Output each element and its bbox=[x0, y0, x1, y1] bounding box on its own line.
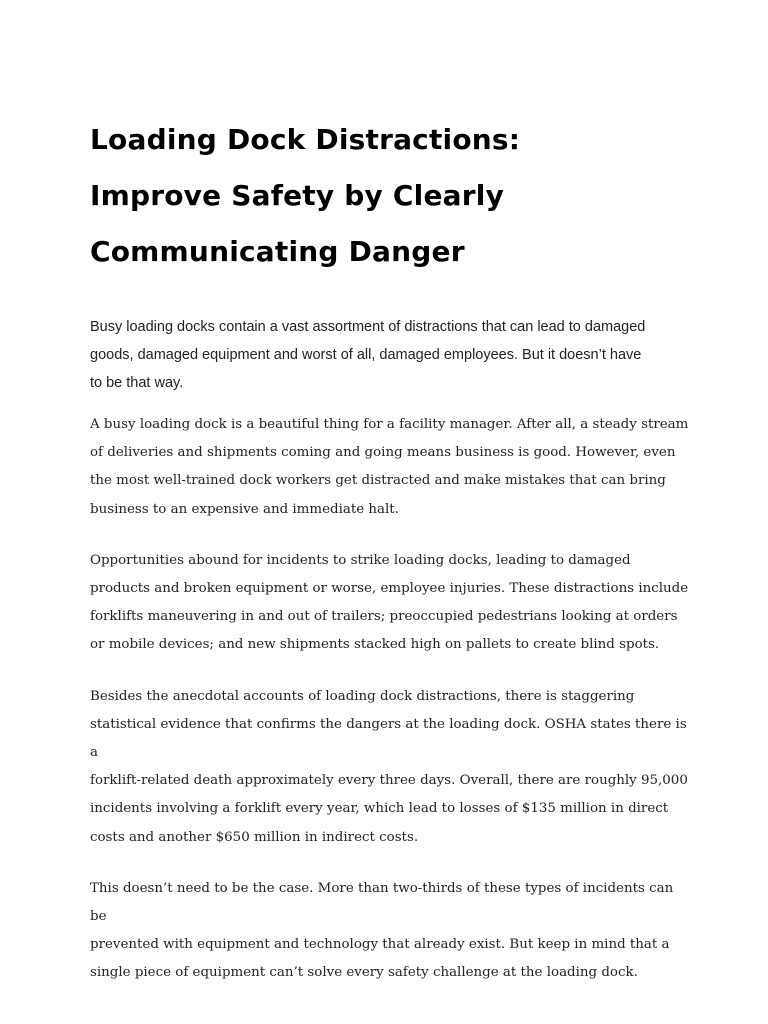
paragraph-line: costs and another $650 million in indirect costs. bbox=[90, 829, 419, 845]
paragraph-line: single piece of equipment can’t solve every safety challenge at the loading dock. bbox=[90, 965, 638, 981]
paragraph-line: statistical evidence that confirms the dangers at the loading dock. OSHA states there is a bbox=[90, 716, 687, 761]
body-paragraph-4 bbox=[90, 875, 690, 988]
title-line: Improve Safety by Clearly bbox=[90, 179, 505, 212]
paragraph-line: products and broken equipment or worse, employee injuries. These distractions include bbox=[90, 581, 689, 597]
paragraph-line: business to an expensive and immediate halt. bbox=[90, 501, 399, 517]
paragraph-line: Opportunities abound for incidents to strike loading docks, leading to damaged bbox=[90, 552, 631, 568]
body-paragraph-1 bbox=[90, 411, 690, 524]
body-paragraph-2 bbox=[90, 547, 690, 660]
lead-line: Busy loading docks contain a vast assortment of distractions that can lead to damaged bbox=[90, 319, 646, 335]
lead-paragraph bbox=[90, 313, 690, 397]
body-paragraph-3 bbox=[90, 683, 690, 852]
paragraph-line: incidents involving a forklift every year, which lead to losses of $135 million in direct bbox=[90, 801, 669, 817]
paragraph-line: or mobile devices; and new shipments stacked high on pallets to create blind spots. bbox=[90, 637, 660, 653]
paragraph-line: prevented with equipment and technology that already exist. But keep in mind that a bbox=[90, 937, 670, 953]
paragraph-line: forklift-related death approximately every three days. Overall, there are roughly 95,000 bbox=[90, 773, 688, 789]
lead-line: to be that way. bbox=[90, 375, 184, 391]
article bbox=[90, 112, 690, 988]
lead-line: goods, damaged equipment and worst of all, damaged employees. But it doesn’t have bbox=[90, 347, 642, 363]
paragraph-line: the most well-trained dock workers get distracted and make mistakes that can bring bbox=[90, 473, 666, 489]
paragraph-line: This doesn’t need to be the case. More than two-thirds of these types of incidents can be bbox=[90, 880, 674, 925]
paragraph-line: A busy loading dock is a beautiful thing for a facility manager. After all, a steady stream bbox=[90, 417, 689, 432]
title-line: Loading Dock Distractions: bbox=[90, 123, 521, 156]
paragraph-line: forklifts maneuvering in and out of trailers; preoccupied pedestrians looking at orders bbox=[90, 609, 678, 625]
paragraph-line: Besides the anecdotal accounts of loading dock distractions, there is staggering bbox=[90, 688, 635, 704]
article-title bbox=[90, 112, 690, 280]
title-line: Communicating Danger bbox=[90, 235, 465, 268]
paragraph-line: of deliveries and shipments coming and going means business is good. However, even bbox=[90, 445, 676, 461]
